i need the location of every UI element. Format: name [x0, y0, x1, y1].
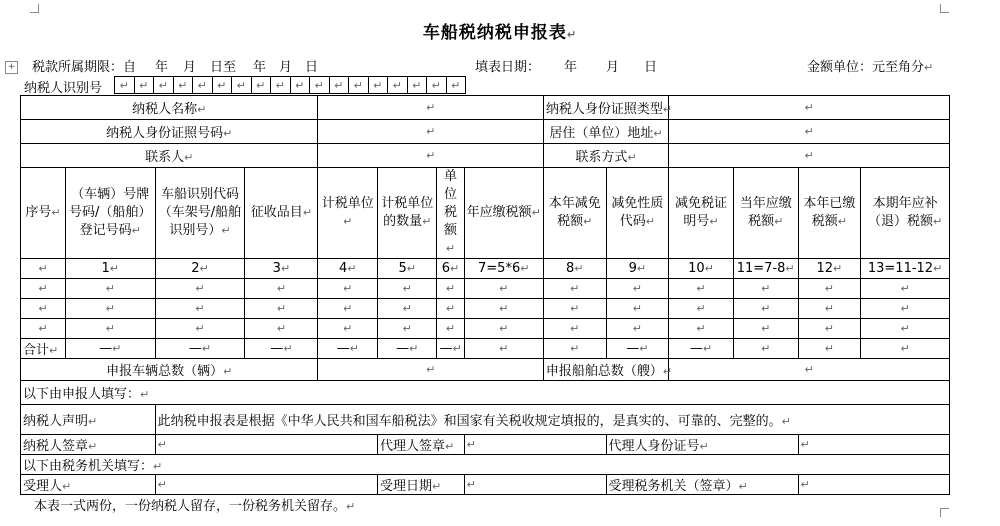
taxpayer-id-digit-box[interactable]: ↵ [251, 77, 271, 94]
fill-year: 年 [564, 60, 578, 75]
vehicle-total-field[interactable]: ↵ [318, 359, 543, 381]
column-index: 4↵ [318, 259, 377, 279]
id-number-field[interactable]: ↵ [318, 120, 543, 144]
taxpayer-id-digit-box[interactable]: ↵ [232, 77, 252, 94]
column-header: 当年应缴税额↵ [733, 168, 798, 259]
column-index: 1↵ [65, 259, 155, 279]
column-index: 7=5*6↵ [464, 259, 543, 279]
column-header: 计税单位的数量↵ [377, 168, 436, 259]
taxpayer-name-field[interactable]: ↵ [318, 96, 543, 120]
page-title: 车船税纳税申报表↵ [422, 23, 578, 43]
table-row [21, 299, 950, 319]
taxpayer-id-digit-box[interactable]: ↵ [427, 77, 447, 94]
address-label: 居住（单位）地址↵ [543, 120, 668, 144]
column-header: 本年已缴税额↵ [798, 168, 861, 259]
total-dash-cell: —↵ [65, 339, 155, 359]
table-row [21, 279, 950, 299]
table-cell[interactable]: ↵ [606, 299, 669, 319]
taxpayer-id-digit-box[interactable]: ↵ [446, 77, 466, 94]
agent-id-label: 代理人身份证号↵ [606, 435, 798, 455]
taxpayer-id-label: 纳税人识别号 [24, 81, 103, 96]
vehicle-total-label: 申报车辆总数（辆）↵ [21, 359, 318, 381]
table-cell[interactable]: ↵ [377, 319, 436, 339]
agent-sign-label: 代理人签章↵ [377, 435, 464, 455]
period-month-1: 月 [183, 60, 197, 75]
column-index: ↵ [21, 259, 66, 279]
taxpayer-id-digit-box[interactable]: ↵ [388, 77, 408, 94]
table-cell[interactable]: ↵ [318, 279, 377, 299]
table-cell[interactable]: ↵ [21, 319, 66, 339]
table-cell[interactable]: ↵ [733, 299, 798, 319]
table-cell[interactable]: ↵ [798, 319, 861, 339]
table-cell[interactable]: ↵ [155, 319, 245, 339]
taxpayer-sign-field[interactable]: ↵ [155, 435, 377, 455]
table-move-handle-icon[interactable]: + [5, 61, 18, 74]
column-header: （车辆）号牌号码/（船舶）登记号码↵ [65, 168, 155, 259]
total-dash-cell: —↵ [245, 339, 318, 359]
column-index: 2↵ [155, 259, 245, 279]
contact-method-label: 联系方式↵ [543, 144, 668, 168]
table-cell[interactable]: ↵ [543, 299, 606, 319]
crop-mark-top-right [940, 4, 949, 13]
taxpayer-id-digit-box[interactable]: ↵ [173, 77, 193, 94]
total-label: 合计↵ [21, 339, 66, 359]
column-index: 3↵ [245, 259, 318, 279]
period-year-2: 年 [253, 60, 267, 75]
table-cell[interactable]: ↵ [21, 279, 66, 299]
receive-office-field[interactable]: ↵ [798, 475, 949, 495]
declaration-label: 纳税人声明↵ [21, 405, 156, 435]
id-type-label: 纳税人身份证照类型↵ [543, 96, 668, 120]
receive-date-field[interactable]: ↵ [464, 475, 606, 495]
table-cell[interactable]: ↵ [798, 279, 861, 299]
taxpayer-id-digit-box[interactable]: ↵ [154, 77, 174, 94]
table-cell[interactable]: ↵ [377, 279, 436, 299]
total-dash-cell: —↵ [318, 339, 377, 359]
tax-period-label: 税款所属期限：自 [32, 60, 137, 75]
table-cell[interactable]: ↵ [65, 299, 155, 319]
table-cell[interactable]: ↵ [464, 319, 543, 339]
footer-note: 本表一式两份，一份纳税人留存，一份税务机关留存。↵ [34, 499, 356, 514]
agent-id-field[interactable]: ↵ [798, 435, 949, 455]
agent-sign-field[interactable]: ↵ [464, 435, 606, 455]
id-type-field[interactable]: ↵ [669, 96, 950, 120]
table-cell[interactable]: ↵ [245, 319, 318, 339]
column-index: 6↵ [437, 259, 464, 279]
fill-date-label: 填表日期： [475, 60, 541, 75]
period-day-to: 日至 [210, 60, 237, 75]
table-cell[interactable]: ↵ [606, 279, 669, 299]
table-cell[interactable]: ↵ [65, 319, 155, 339]
table-cell[interactable]: ↵ [733, 319, 798, 339]
column-index: 8↵ [543, 259, 606, 279]
total-dash-cell: —↵ [606, 339, 669, 359]
table-cell[interactable]: ↵ [669, 299, 734, 319]
table-cell[interactable]: ↵ [861, 299, 950, 319]
taxpayer-id-digit-box[interactable]: ↵ [115, 77, 135, 94]
total-cell[interactable]: ↵ [798, 339, 861, 359]
taxpayer-id-digit-box[interactable]: ↵ [193, 77, 213, 94]
vessel-total-label: 申报船舶总数（艘）↵ [543, 359, 668, 381]
fill-month: 月 [606, 60, 620, 75]
column-index: 13=11-12↵ [861, 259, 950, 279]
tax-office-section-label: 以下由税务机关填写：↵ [21, 455, 950, 475]
receiver-field[interactable]: ↵ [155, 475, 377, 495]
taxpayer-id-digit-box[interactable]: ↵ [349, 77, 369, 94]
column-index: 11=7-8↵ [733, 259, 798, 279]
receiver-label: 受理人↵ [21, 475, 156, 495]
column-header: 本期年应补（退）税额↵ [861, 168, 950, 259]
table-cell[interactable]: ↵ [437, 319, 464, 339]
column-header: 序号↵ [21, 168, 66, 259]
period-year-1: 年 [155, 60, 169, 75]
table-cell[interactable]: ↵ [318, 299, 377, 319]
column-header: 计税单位↵ [318, 168, 377, 259]
table-cell[interactable]: ↵ [798, 299, 861, 319]
address-field[interactable]: ↵ [669, 120, 950, 144]
taxpayer-id-digit-box[interactable]: ↵ [310, 77, 330, 94]
column-header: 单位税额↵ [437, 168, 464, 259]
table-cell[interactable]: ↵ [155, 299, 245, 319]
vessel-total-field[interactable]: ↵ [669, 359, 950, 381]
table-cell[interactable]: ↵ [377, 299, 436, 319]
total-row [21, 339, 950, 359]
column-header: 本年减免税额↵ [543, 168, 606, 259]
crop-mark-bottom-right [940, 508, 949, 517]
table-cell[interactable]: ↵ [437, 299, 464, 319]
receive-office-label: 受理税务机关（签章）↵ [606, 475, 798, 495]
table-cell[interactable]: ↵ [245, 299, 318, 319]
table-cell[interactable]: ↵ [543, 319, 606, 339]
total-cell[interactable]: ↵ [733, 339, 798, 359]
crop-mark-top-left [30, 4, 39, 13]
column-header: 减免税证明号↵ [669, 168, 734, 259]
declaration-text: 此纳税申报表是根据《中华人民共和国车船税法》和国家有关税收规定填报的，是真实的、可靠的、完整的。↵ [155, 405, 949, 435]
table-cell[interactable]: ↵ [669, 319, 734, 339]
table-cell[interactable]: ↵ [861, 319, 950, 339]
column-header: 年应缴税额↵ [464, 168, 543, 259]
table-cell[interactable]: ↵ [733, 279, 798, 299]
total-cell[interactable]: ↵ [543, 339, 606, 359]
column-index: 9↵ [606, 259, 669, 279]
taxpayer-id-digit-box[interactable]: ↵ [271, 77, 291, 94]
table-cell[interactable]: ↵ [437, 279, 464, 299]
taxpayer-id-digit-box[interactable]: ↵ [290, 77, 310, 94]
total-cell[interactable]: ↵ [464, 339, 543, 359]
amount-unit: 金额单位：元至角分↵ [807, 60, 934, 75]
tax-form-table [20, 95, 950, 495]
id-number-label: 纳税人身份证照号码↵ [21, 120, 318, 144]
total-cell[interactable]: ↵ [861, 339, 950, 359]
receive-date-label: 受理日期↵ [377, 475, 464, 495]
column-index: 12↵ [798, 259, 861, 279]
total-dash-cell: —↵ [377, 339, 436, 359]
column-header: 征收品目↵ [245, 168, 318, 259]
table-row [21, 319, 950, 339]
total-dash-cell: —↵ [437, 339, 464, 359]
table-cell[interactable]: ↵ [606, 319, 669, 339]
contact-person-field[interactable]: ↵ [318, 144, 543, 168]
column-index: 5↵ [377, 259, 436, 279]
table-cell[interactable]: ↵ [21, 299, 66, 319]
applicant-section-label: 以下由申报人填写：↵ [21, 381, 950, 405]
column-index: 10↵ [669, 259, 734, 279]
taxpayer-id-digit-box[interactable]: ↵ [407, 77, 427, 94]
column-header: 减免性质代码↵ [606, 168, 669, 259]
table-cell[interactable]: ↵ [65, 279, 155, 299]
table-cell[interactable]: ↵ [464, 299, 543, 319]
taxpayer-id-digit-box[interactable]: ↵ [134, 77, 154, 94]
total-dash-cell: —↵ [669, 339, 734, 359]
table-cell[interactable]: ↵ [245, 279, 318, 299]
taxpayer-id-digit-box[interactable]: ↵ [368, 77, 388, 94]
taxpayer-name-label: 纳税人名称↵ [21, 96, 318, 120]
taxpayer-sign-label: 纳税人签章↵ [21, 435, 156, 455]
taxpayer-id-digit-box[interactable]: ↵ [329, 77, 349, 94]
table-cell[interactable]: ↵ [861, 279, 950, 299]
period-month-2: 月 [279, 60, 293, 75]
table-cell[interactable]: ↵ [464, 279, 543, 299]
taxpayer-id-digit-box[interactable]: ↵ [212, 77, 232, 94]
contact-person-label: 联系人↵ [21, 144, 318, 168]
fill-day: 日 [644, 60, 658, 75]
period-day-2: 日 [305, 60, 319, 75]
table-cell[interactable]: ↵ [155, 279, 245, 299]
table-cell[interactable]: ↵ [669, 279, 734, 299]
table-cell[interactable]: ↵ [543, 279, 606, 299]
table-cell[interactable]: ↵ [318, 319, 377, 339]
taxpayer-id-boxes [114, 76, 466, 94]
contact-method-field[interactable]: ↵ [669, 144, 950, 168]
column-header: 车船识别代码（车架号/船舶识别号）↵ [155, 168, 245, 259]
total-dash-cell: —↵ [155, 339, 245, 359]
